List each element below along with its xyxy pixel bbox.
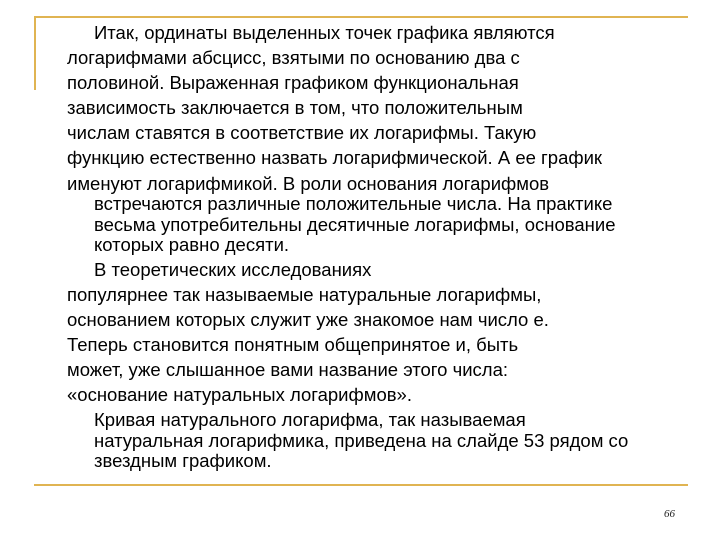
text-line-16: «основание натуральных логарифмов». [67,384,412,405]
text-line-2: логарифмами абсцисс, взятыми по основанию два с [67,47,520,68]
text-line-12: популярнее так называемые натуральные логарифмы, [67,284,542,305]
page-number: 66 [664,508,675,520]
text-line-1: Итак, ординаты выделенных точек графика являются [94,22,555,43]
text-line-9: весьма употребительны десятичные логарифмы, основание [94,214,616,235]
text-line-7: именуют логарифмикой. В роли основания логарифмов [67,173,550,194]
text-line-19: звездным графиком. [94,450,272,471]
text-line-5: числам ставятся в соответствие их логарифмы. Такую [67,122,537,143]
text-line-11: В теоретических исследованиях [94,259,372,280]
text-line-8: встречаются различные положительные числа. На практике [94,193,613,214]
text-line-10: которых равно десяти. [94,234,290,255]
text-line-6: функцию естественно назвать логарифмической. А ее график [67,147,603,168]
text-line-13: основанием которых служит уже знакомое нам число е. [67,309,549,330]
bottom-rule [34,484,688,486]
text-line-14: Теперь становится понятным общепринятое и, быть [67,334,519,355]
text-line-15: может, уже слышанное вами название этого числа: [67,359,509,380]
text-line-4: зависимость заключается в том, что положительным [67,97,523,118]
text-line-18: натуральная логарифмика, приведена на слайде 53 рядом со [94,430,629,451]
text-line-3: половиной. Выраженная графиком функциональная [67,72,519,93]
text-line-17: Кривая натурального логарифма, так называемая [94,409,526,430]
